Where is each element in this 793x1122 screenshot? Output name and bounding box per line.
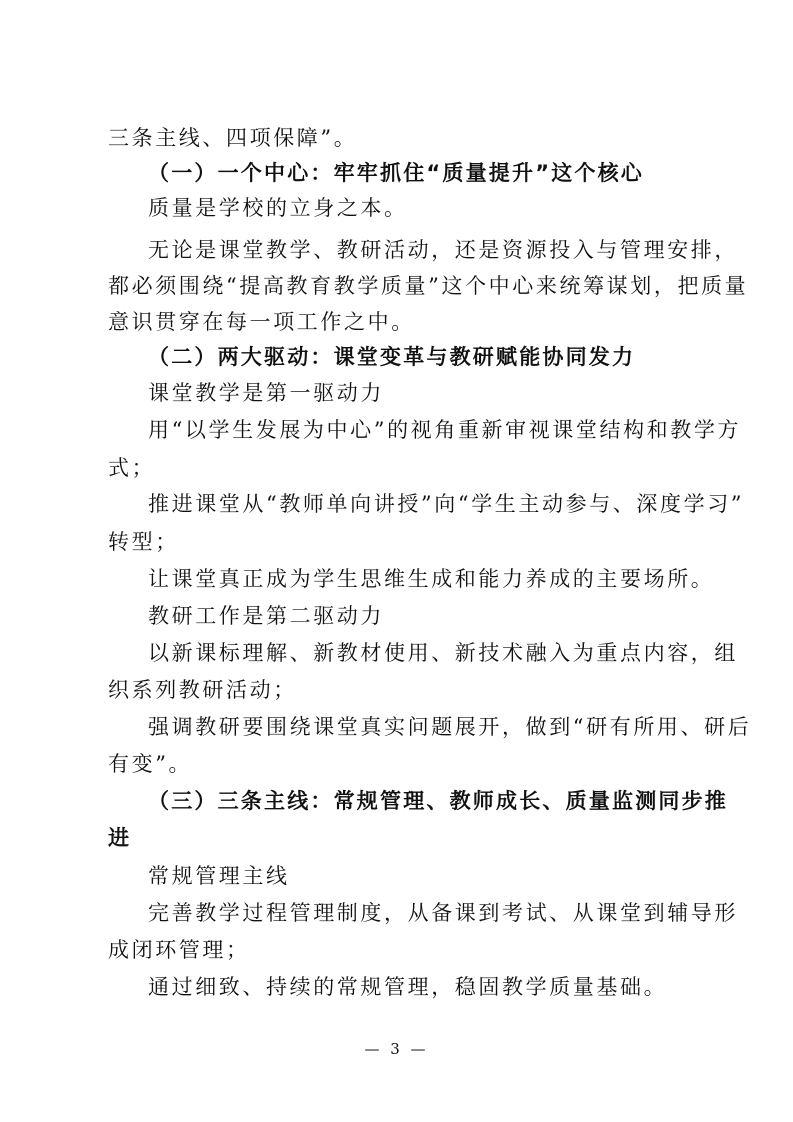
paragraph-line: 让课堂真正成为学生思维生成和能力养成的主要场所。 xyxy=(148,567,715,591)
section-heading-1: （一）一个中心：牢牢抓住“质量提升”这个核心 xyxy=(148,161,645,185)
paragraph-line: 通过细致、持续的常规管理，稳固教学质量基础。 xyxy=(148,975,668,999)
paragraph-line: 推进课堂从“教师单向讲授”向“学生主动参与、深度学习” xyxy=(148,492,745,516)
paragraph-line: 无论是课堂教学、教研活动，还是资源投入与管理安排， xyxy=(148,238,738,262)
paragraph-line: 质量是学校的立身之本。 xyxy=(148,196,408,220)
section-heading-3: （三）三条主线：常规管理、教师成长、质量监测同步推 xyxy=(148,789,728,813)
subheading-line: 常规管理主线 xyxy=(148,864,290,888)
paragraph-line: 转型； xyxy=(108,530,179,554)
paragraph-line: 成闭环管理； xyxy=(108,938,250,962)
paragraph-line: 有变”。 xyxy=(108,752,193,776)
paragraph-line: 意识贯穿在每一项工作之中。 xyxy=(108,310,415,334)
paragraph-line: 强调教研要围绕课堂真实问题展开，做到“研有所用、研后 xyxy=(148,715,752,739)
paragraph-line: 用“以学生发展为中心”的视角重新审视课堂结构和教学方 xyxy=(148,418,742,442)
section-heading-2: （二）两大驱动：课堂变革与教研赋能协同发力 xyxy=(148,345,636,369)
subheading-line: 教研工作是第二驱动力 xyxy=(148,604,384,628)
paragraph-continuation: 三条主线、四项保障”。 xyxy=(108,126,358,150)
page-number: — 3 — xyxy=(364,1040,429,1058)
paragraph-line: 式； xyxy=(108,456,156,480)
section-heading-3-continuation: 进 xyxy=(108,826,132,850)
paragraph-line: 都必须围绕“提高教育教学质量”这个中心来统筹谋划，把质量 xyxy=(108,274,749,298)
subheading-line: 课堂教学是第一驱动力 xyxy=(148,381,384,405)
paragraph-line: 织系列教研活动； xyxy=(108,678,297,702)
paragraph-line: 以新课标理解、新教材使用、新技术融入为重点内容，组 xyxy=(148,641,738,665)
paragraph-line: 完善教学过程管理制度，从备课到考试、从课堂到辅导形 xyxy=(148,901,738,925)
